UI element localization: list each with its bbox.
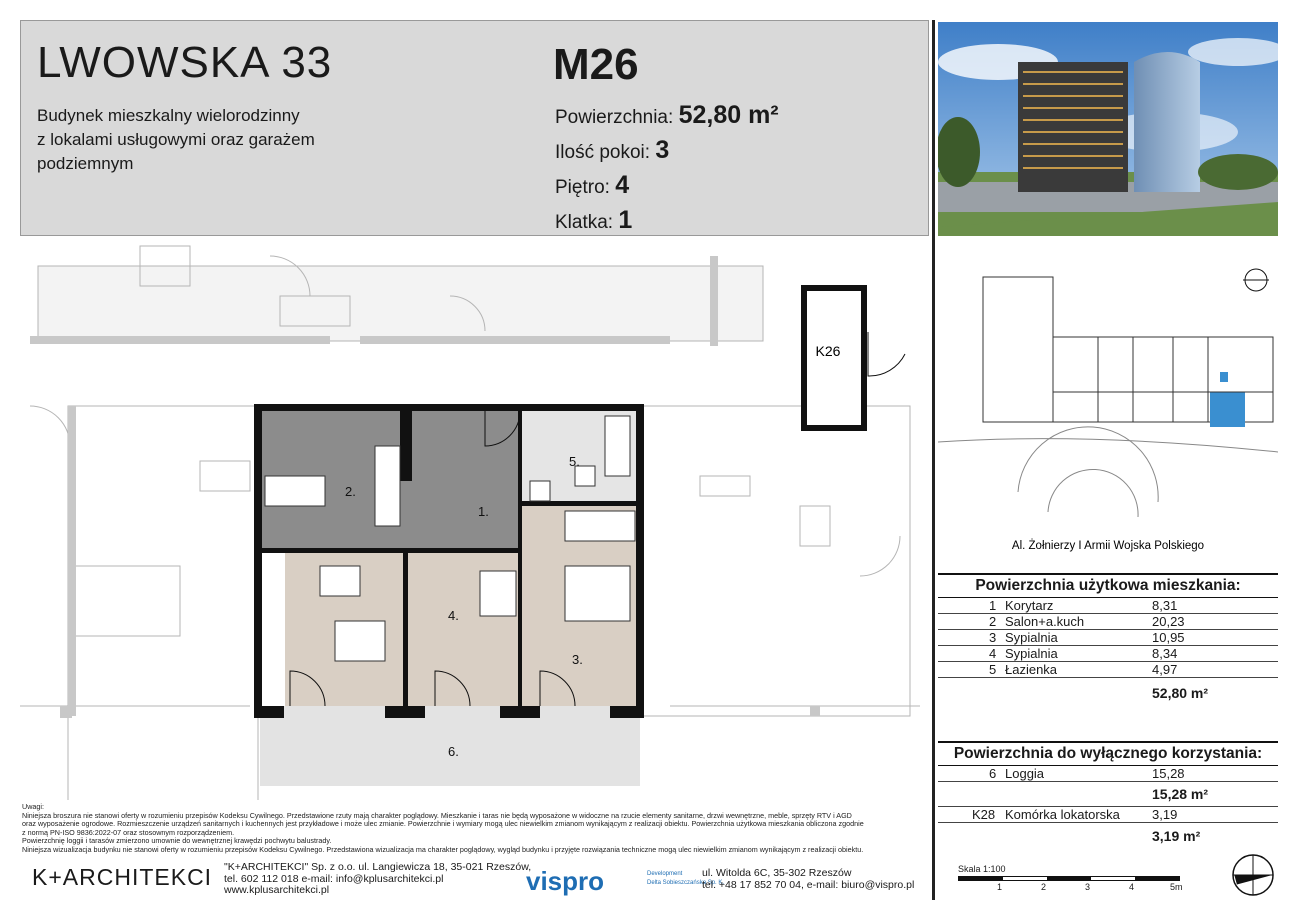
building-visualization: [938, 22, 1278, 236]
scale-label: Skala 1:100: [958, 864, 1006, 874]
usable-row: [938, 630, 1278, 646]
usable-row-area: 8,34: [1152, 646, 1178, 661]
developer-contact: tel. +48 17 852 70 04, e-mail: biuro@vispro.pl: [702, 878, 915, 891]
usable-row-area: 10,95: [1152, 630, 1185, 645]
exclusive-title: Powierzchnia do wyłącznego korzystania:: [938, 741, 1278, 766]
building-description-2: z lokalami usługowymi oraz garażem: [37, 130, 315, 149]
architect-address: "K+ARCHITEKCI" Sp. z o.o. ul. Langiewicza 18, 35-021 Rzeszów,: [224, 861, 532, 873]
project-title: LWOWSKA 33: [37, 38, 333, 87]
usable-area-table: [938, 573, 1278, 701]
usable-row-area: 4,97: [1152, 662, 1178, 677]
wall-east: [636, 404, 644, 714]
storage-label: K26: [815, 343, 841, 359]
usable-row-no: 2: [989, 614, 997, 629]
developer-tag-1: Development: [647, 871, 683, 877]
unit-number: M26: [553, 40, 639, 89]
area-prop: [555, 101, 779, 130]
note-line: Niniejsza wizualizacja budynku nie stanowi oferty w rozumieniu przepisów Kodeksu Cywilnego. Przedstawiona wizualizacja ma charakter poglądowy, wygląd budynku i przyjęte rozwiązania techniczne mogą ulec niewielkim zmianom wynikającym z realizacji obiektu.: [22, 844, 864, 854]
usable-total: 52,80 m²: [1152, 685, 1209, 701]
usable-row-area: 8,31: [1152, 598, 1178, 613]
storage-row: [938, 807, 1278, 823]
loggia-total: 15,28 m²: [938, 782, 1278, 807]
usable-row-no: 1: [989, 598, 997, 613]
scale-tick-3: 3: [1085, 882, 1091, 892]
loggia-no: 6: [989, 766, 997, 781]
area-label: Powierzchnia:: [555, 107, 674, 128]
usable-rows: [938, 598, 1278, 678]
stair-value: 1: [618, 206, 633, 234]
compass-icon: [1230, 852, 1276, 898]
storage-no: K28: [972, 807, 996, 822]
developer-tag-2: Delta Sobieszczańska Sp. K.: [647, 880, 725, 886]
developer-logo: vispro: [526, 866, 605, 896]
room-label-4: 4.: [448, 608, 459, 623]
site-plan: [938, 262, 1278, 562]
wall-west: [254, 404, 262, 714]
room-label-6: 6.: [448, 744, 459, 759]
floor-plan: [20, 236, 929, 800]
scale-tick-5: 5m: [1170, 882, 1183, 892]
unit-highlight: [1210, 392, 1245, 427]
note-line: Niniejsza broszura nie stanowi oferty w rozumieniu przepisów Kodeksu Cywilnego. Przedstawione rzuty mają charakter poglądowy. Mieszkanie i taras nie będą wyposażone w widoczne na rzucie elementy sanitarne, drzwi wewnętrzne, meble, sprzęty RTV i AGD: [22, 810, 852, 820]
exclusive-area-table: [938, 741, 1278, 844]
usable-row-name: Łazienka: [1005, 662, 1058, 677]
room-label-2: 2.: [345, 484, 356, 499]
usable-row-name: Salon+a.kuch: [1005, 614, 1085, 629]
usable-row-no: 5: [989, 662, 997, 677]
rooms-value: 3: [655, 136, 670, 164]
usable-row-no: 3: [989, 630, 997, 645]
usable-row-name: Sypialnia: [1005, 630, 1058, 645]
street-name: Al. Żołnierzy I Armii Wojska Polskiego: [1011, 540, 1205, 552]
room-label-3: 3.: [572, 652, 583, 667]
loggia-row: [938, 766, 1278, 782]
note-line: oraz wyposażenie ogrodowe. Rozmieszczenie urządzeń sanitarnych i kuchennych jest przykładowe i może ulec zmianie. Powierzchnie i wymiary mogą ulec niewielkim zmianom wynikającym z realizacji obiektu. Powierzchnia użytkowa mieszkania obliczona zgodnie: [22, 819, 864, 828]
usable-row: [938, 598, 1278, 614]
usable-row: [938, 662, 1278, 678]
usable-row-name: Sypialnia: [1005, 646, 1058, 661]
usable-row: [938, 646, 1278, 662]
loggia-name: Loggia: [1005, 766, 1045, 781]
scale-tick-1: 1: [997, 882, 1003, 892]
notes: [22, 803, 927, 854]
developer-info: [702, 868, 914, 891]
scale-tick-4: 4: [1129, 882, 1135, 892]
rooms-prop: [555, 136, 669, 165]
note-line: Powierzchnię loggii i tarasów zmierzono umownie do wewnętrznej krawędzi pochwytu balustrady.: [22, 836, 332, 845]
usable-row: [938, 614, 1278, 630]
usable-title: Powierzchnia użytkowa mieszkania:: [938, 573, 1278, 598]
area-value: 52,80 m²: [678, 101, 779, 129]
notes-heading: Uwagi:: [22, 802, 44, 811]
floor-value: 4: [615, 171, 630, 199]
usable-row-no: 4: [989, 646, 997, 661]
usable-row-name: Korytarz: [1005, 598, 1054, 613]
storage-total: 3,19 m²: [1152, 828, 1201, 844]
room-label-1: 1.: [478, 504, 489, 519]
note-line: z normą PN-ISO 9836:2022-07 oraz stosownym rozporządzeniem.: [22, 827, 235, 837]
floor-prop: [555, 171, 629, 200]
building-description-1: Budynek mieszkalny wielorodzinny: [37, 106, 300, 125]
developer-address: ul. Witolda 6C, 35-302 Rzeszów: [702, 867, 852, 879]
scale-tick-2: 2: [1041, 882, 1047, 892]
rooms-label: Ilość pokoi:: [555, 142, 651, 163]
architect-contact: tel. 602 112 018 e-mail: info@kplusarchitekci.pl: [224, 872, 444, 885]
stair-prop: [555, 206, 632, 235]
scale-bar: [958, 876, 1180, 881]
floor-label: Piętro:: [555, 177, 610, 198]
architect-website[interactable]: www.kplusarchitekci.pl: [224, 884, 330, 896]
stair-label: Klatka:: [555, 212, 614, 233]
architect-logo: K+ARCHITEKCI: [32, 864, 213, 890]
column-divider: [932, 20, 935, 900]
storage-area: 3,19: [1152, 807, 1178, 822]
storage-name: Komórka lokatorska: [1005, 807, 1120, 822]
loggia-area: 15,28: [1152, 766, 1185, 781]
room-label-5: 5.: [569, 454, 580, 469]
wall-north: [254, 404, 644, 411]
architect-info: [224, 862, 531, 897]
building-description-3: podziemnym: [37, 154, 134, 173]
usable-row-area: 20,23: [1152, 614, 1185, 629]
